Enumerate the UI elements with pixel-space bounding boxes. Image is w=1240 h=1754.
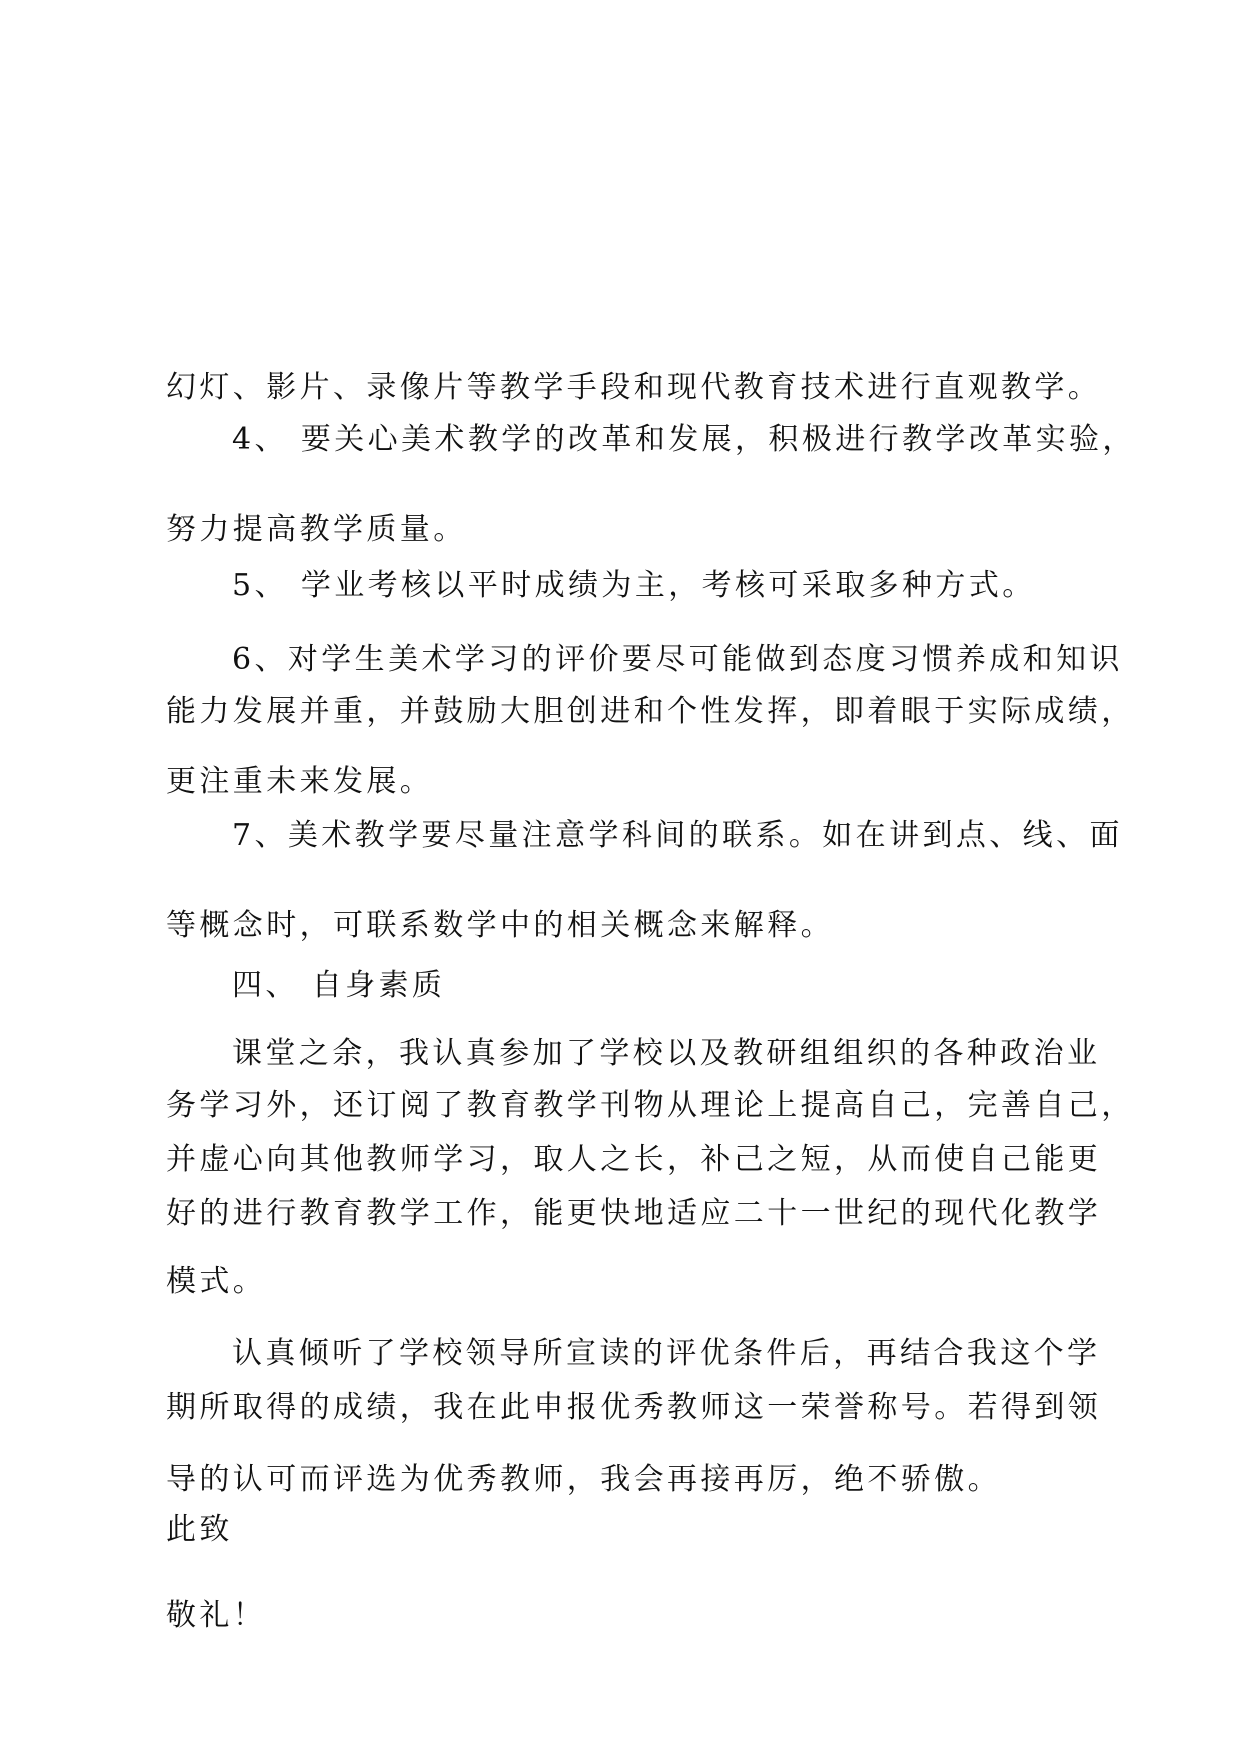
text-line: 期所取得的成绩，我在此申报优秀教师这一荣誉称号。若得到领 bbox=[166, 1390, 1102, 1425]
text-line: 等概念时，可联系数学中的相关概念来解释。 bbox=[166, 908, 834, 943]
text-line: 更注重未来发展。 bbox=[166, 764, 434, 799]
text-line: 能力发展并重，并鼓励大胆创进和个性发挥，即着眼于实际成绩， bbox=[166, 694, 1135, 729]
text-line: 模式。 bbox=[166, 1264, 267, 1299]
text-line: 并虚心向其他教师学习，取人之长，补己之短，从而使自己能更 bbox=[166, 1142, 1102, 1177]
section-heading: 四、 自身素质 bbox=[232, 968, 446, 1003]
closing-salutation: 此致 bbox=[166, 1512, 233, 1547]
closing-regards: 敬礼！ bbox=[166, 1598, 267, 1633]
text-line: 7、美术教学要尽量注意学科间的联系。如在讲到点、线、面 bbox=[232, 818, 1123, 853]
text-line: 认真倾听了学校领导所宣读的评优条件后，再结合我这个学 bbox=[232, 1336, 1101, 1371]
text-line: 导的认可而评选为优秀教师，我会再接再厉，绝不骄傲。 bbox=[166, 1462, 1001, 1497]
text-line: 4、 要关心美术教学的改革和发展，积极进行教学改革实验， bbox=[232, 422, 1136, 457]
text-line: 幻灯、影片、录像片等教学手段和现代教育技术进行直观教学。 bbox=[166, 370, 1102, 405]
text-line: 努力提高教学质量。 bbox=[166, 512, 467, 547]
text-line: 6、对学生美术学习的评价要尽可能做到态度习惯养成和知识 bbox=[232, 642, 1123, 677]
text-line: 好的进行教育教学工作，能更快地适应二十一世纪的现代化教学 bbox=[166, 1196, 1102, 1231]
text-line: 5、 学业考核以平时成绩为主，考核可采取多种方式。 bbox=[232, 568, 1036, 603]
text-line: 务学习外，还订阅了教育教学刊物从理论上提高自己，完善自己， bbox=[166, 1088, 1135, 1123]
text-line: 课堂之余，我认真参加了学校以及教研组组织的各种政治业 bbox=[232, 1036, 1101, 1071]
